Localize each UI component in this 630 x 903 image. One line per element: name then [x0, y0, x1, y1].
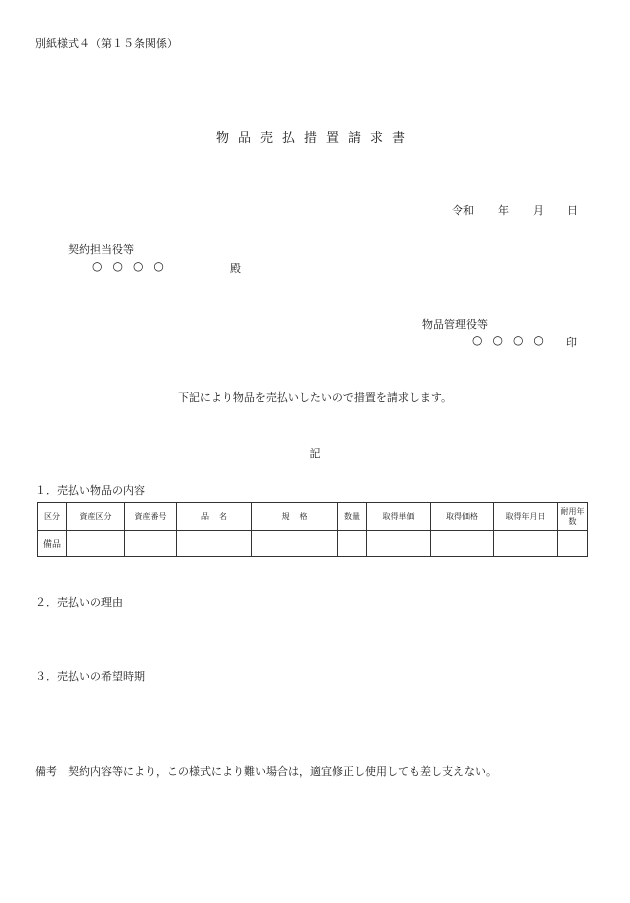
- header-asset-category: 資産区分: [67, 503, 125, 531]
- addressee-role: 契約担当役等: [68, 243, 134, 256]
- cell-spec: [252, 531, 338, 557]
- cell-asset-category: [67, 531, 125, 557]
- table-row: [38, 531, 588, 557]
- ki-heading: 記: [309, 447, 321, 460]
- date-month-label: 月: [533, 204, 544, 217]
- seal-mark: 印: [566, 336, 577, 349]
- header-asset-number: 資産番号: [125, 503, 177, 531]
- section-reason-heading: ２．売払いの理由: [35, 596, 123, 609]
- cell-quantity: [338, 531, 367, 557]
- cell-useful-life: [558, 531, 588, 557]
- cell-unit-price: [367, 531, 431, 557]
- date-year-label: 年: [498, 204, 509, 217]
- header-category: 区分: [38, 503, 67, 531]
- addressee-name: ○○○○: [92, 259, 174, 273]
- header-acquisition-date: 取得年月日: [494, 503, 558, 531]
- remarks-note: 備考 契約内容等により，この様式により難い場合は，適宜修正し使用しても差し支えない。: [35, 765, 497, 778]
- request-statement: 下記により物品を売払いしたいので措置を請求します。: [177, 391, 453, 404]
- sender-role: 物品管理役等: [422, 318, 488, 331]
- date-day-label: 日: [567, 204, 578, 217]
- cell-item-name: [177, 531, 252, 557]
- cell-acquisition-price: [431, 531, 494, 557]
- table-header-row: [38, 503, 588, 531]
- header-acquisition-price: 取得価格: [431, 503, 494, 531]
- header-useful-life: 耐用年数: [558, 503, 588, 531]
- cell-acquisition-date: [494, 531, 558, 557]
- cell-category: 備品: [38, 531, 67, 557]
- header-quantity: 数量: [338, 503, 367, 531]
- document-title: 物品売払措置請求書: [215, 131, 414, 146]
- header-item-name: 品名: [177, 503, 252, 531]
- items-table: [37, 502, 588, 557]
- addressee-honorific: 殿: [230, 262, 241, 275]
- header-spec: 規格: [252, 503, 338, 531]
- section-items-heading: １．売払い物品の内容: [35, 484, 145, 497]
- header-unit-price: 取得単価: [367, 503, 431, 531]
- date-era: 令和: [452, 204, 474, 217]
- cell-asset-number: [125, 531, 177, 557]
- section-timing-heading: ３．売払いの希望時期: [35, 670, 145, 683]
- sender-name: ○○○○: [472, 333, 554, 347]
- form-number: 別紙様式４（第１５条関係）: [35, 37, 178, 50]
